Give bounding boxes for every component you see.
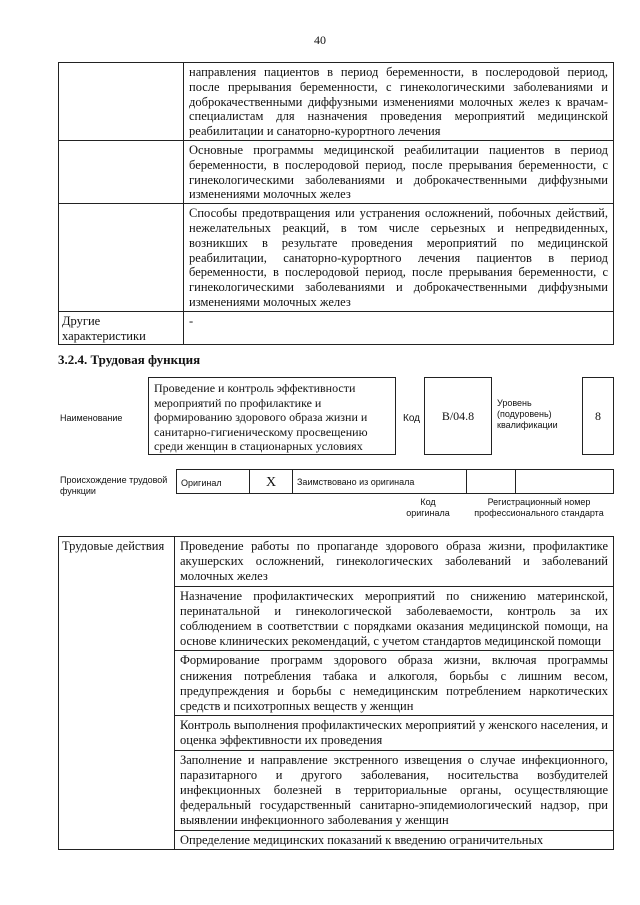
reg-number-cell — [516, 470, 614, 494]
row-text: - — [184, 311, 614, 345]
table-row — [59, 140, 614, 203]
knowledge-table-continuation — [58, 62, 614, 345]
row-text: направления пациентов в период беременности, в послеродовой период, после прерывания беременности, с гинекологическими заболеваниями и доброкачественными диффузными изменениями молочных желез к врачам-специалистам для назначения проведения мероприятий медицинской реабилитации и санаторно-курортного лечения — [184, 63, 614, 141]
row-label-other-characteristics: Другие характеристики — [59, 311, 184, 345]
table-row — [59, 63, 614, 141]
action-item: Назначение профилактических мероприятий по снижению материнской, перинатальной и гинекологической заболеваемости, контроль за их соблюдением в соответствии с порядками оказания медицинской помощи, на основе клинических рекомендаций, с учетом стандартов медицинской помощи — [175, 586, 614, 651]
action-item: Контроль выполнения профилактических мероприятий у женского населения, и оценка эффективности их проведения — [175, 716, 614, 750]
row-text: Основные программы медицинской реабилитации пациентов в период беременности, в послеродовой период, после прерывания беременности, с гинекологическими заболеваниями и доброкачественными диффузными изменениями молочных желез — [184, 140, 614, 203]
labor-actions-table — [58, 536, 614, 850]
borrowed-label: Заимствовано из оригинала — [297, 476, 415, 487]
original-mark: X — [265, 474, 277, 490]
row-label — [59, 63, 184, 141]
action-item: Заполнение и направление экстренного извещения о случае инфекционного, паразитарного и другого заболевания, носительства возбудителей инфекционных болезней в территориальные органы, осуществляющие федеральный государственный санитарно-эпидемиологический надзор, при выявлении инфекционного заболевания у женщин — [175, 750, 614, 830]
table-row — [59, 311, 614, 345]
labor-actions-label: Трудовые действия — [59, 537, 175, 850]
code-label: Код — [403, 413, 421, 424]
row-label — [59, 204, 184, 312]
function-name-box: Проведение и контроль эффективности мероприятий по профилактике и формированию здорового образа жизни и санитарно-гигиеническому просвещению среди женщин в стационарных условиях — [148, 377, 396, 455]
level-value-box: 8 — [582, 377, 614, 455]
code-value-box: B/04.8 — [424, 377, 492, 455]
original-label: Оригинал — [181, 477, 222, 488]
action-item: Проведение работы по пропаганде здорового образа жизни, профилактике акушерских осложнений, гинекологических заболеваний и заболеваний молочных желез — [175, 537, 614, 587]
name-label: Наименование — [60, 413, 123, 423]
table-row — [59, 537, 614, 587]
code-original-label: Код оригинала — [406, 497, 450, 518]
origin-table — [176, 469, 614, 494]
section-title: 3.2.4. Трудовая функция — [58, 352, 201, 367]
reg-number-label: Регистрационный номер профессионального стандарта — [474, 497, 604, 518]
row-label — [59, 140, 184, 203]
row-text: Способы предотвращения или устранения осложнений, побочных действий, нежелательных реакций, в том числе серьезных и непредвиденных, возникших в результате проведения мероприятий по медицинской реабилитации, санаторно-курортного лечения пациентов в период беременности, в послеродовой период, после прерывания беременности, с гинекологическими заболеваниями и доброкачественными диффузными изменениями молочных желез — [184, 204, 614, 312]
page-number: 40 — [314, 33, 326, 47]
original-code-cell — [467, 470, 516, 494]
origin-label: Происхождение трудовой функции — [60, 475, 168, 496]
level-label: Уровень (подуровень) квалификации — [497, 398, 558, 430]
action-item: Формирование программ здорового образа жизни, включая программы снижения потребления табака и алкоголя, борьбы с лишним весом, предупреждения и борьбы с немедицинским потреблением наркотических средств и психотропных веществ у женщин — [175, 651, 614, 716]
action-item: Определение медицинских показаний к введению ограничительных — [175, 830, 614, 849]
table-row — [59, 204, 614, 312]
